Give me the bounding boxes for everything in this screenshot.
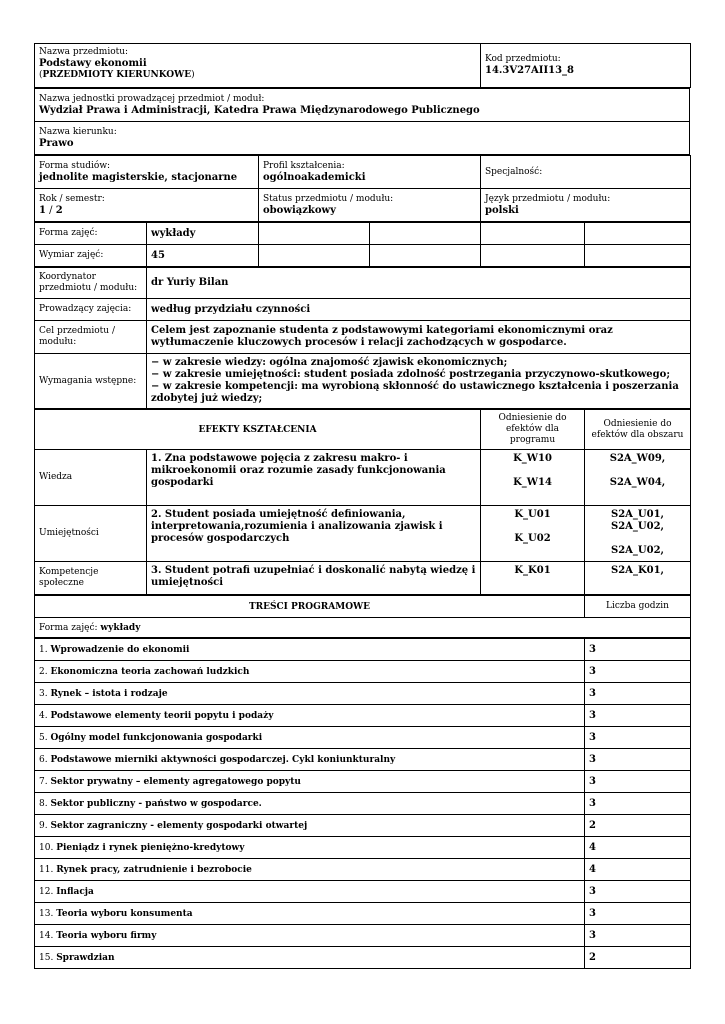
unit-cell (35, 89, 690, 122)
language-cell (481, 189, 691, 222)
topic-title: Teoria wyboru konsumenta (56, 908, 193, 919)
topic-title: Sektor zagraniczny - elementy gospodarki otwartej (50, 820, 308, 831)
topic-hours: 3 (585, 727, 691, 749)
outcome-area-refs: S2A_U01, S2A_U02, S2A_U02, (585, 506, 691, 562)
topic-hours: 4 (585, 837, 691, 859)
language-label: Język przedmiotu / modułu: (485, 193, 611, 204)
topic-row (35, 793, 691, 815)
topic-hours: 3 (585, 661, 691, 683)
topic-row (35, 947, 691, 969)
topic-title: Rynek – istota i rodzaje (50, 688, 168, 699)
study-form-label: Forma studiów: (39, 160, 111, 171)
topic-number: 15. (39, 952, 57, 963)
status-value: obowiązkowy (263, 204, 336, 216)
specialty-label: Specjalność: (485, 166, 543, 177)
unit-table (34, 88, 690, 155)
topic-number: 10. (39, 842, 57, 853)
topic-row (35, 727, 691, 749)
teacher-value: według przydziału czynności (147, 299, 691, 321)
topic-hours: 3 (585, 771, 691, 793)
content-table (34, 595, 691, 638)
topic-row (35, 683, 691, 705)
topic-title-cell (35, 859, 585, 881)
class-hours-label: Wymiar zajęć: (35, 245, 147, 267)
hours-header: Liczba godzin (585, 596, 691, 618)
topic-number: 1. (39, 644, 51, 655)
specialty-cell (481, 156, 691, 189)
outcomes-header: EFEKTY KSZTAŁCENIA (35, 410, 481, 450)
topic-number: 13. (39, 908, 57, 919)
class-hours-empty-4 (585, 245, 691, 267)
topic-hours: 3 (585, 925, 691, 947)
topic-title-cell (35, 727, 585, 749)
info-table (34, 267, 691, 409)
year-semester-label: Rok / semestr: (39, 193, 105, 204)
topic-number: 11. (39, 864, 57, 875)
outcome-area-refs: S2A_K01, (585, 562, 691, 595)
topic-title-cell (35, 947, 585, 969)
language-value: polski (485, 204, 519, 216)
topic-title-cell (35, 903, 585, 925)
study-form-cell (35, 156, 259, 189)
topic-title-cell (35, 837, 585, 859)
topic-title: Sprawdzian (56, 952, 115, 963)
teacher-label: Prowadzący zajęcia: (35, 299, 147, 321)
requirement-line: − w zakresie wiedzy: ogólna znajomość zjawisk ekonomicznych; (151, 357, 508, 368)
topic-hours: 3 (585, 749, 691, 771)
topic-hours: 2 (585, 947, 691, 969)
outcome-category: Umiejętności (35, 506, 147, 562)
topic-hours: 3 (585, 683, 691, 705)
class-hours-empty-3 (481, 245, 585, 267)
outcomes-table (34, 409, 691, 595)
course-group-value: PRZEDMIOTY KIERUNKOWE (42, 70, 192, 80)
class-form-empty-1 (259, 223, 370, 245)
topic-title: Teoria wyboru firmy (56, 930, 157, 941)
topic-title-cell (35, 815, 585, 837)
topic-title-cell (35, 749, 585, 771)
topic-title: Inflacja (56, 886, 94, 897)
topic-hours: 3 (585, 705, 691, 727)
outcome-program-refs: K_W10 K_W14 (481, 450, 585, 506)
topics-table (34, 638, 691, 969)
outcome-category: Kompetencje społeczne (35, 562, 147, 595)
topic-row (35, 903, 691, 925)
topic-row (35, 771, 691, 793)
topic-title: Podstawowe mierniki aktywności gospodarczej. Cykl koniunkturalny (50, 754, 396, 765)
field-label: Nazwa kierunku: (39, 126, 117, 137)
program-ref-header: Odniesienie do efektów dla programu (481, 410, 585, 450)
topic-title: Wprowadzenie do ekonomii (50, 644, 190, 655)
class-hours-empty-1 (259, 245, 370, 267)
outcome-area-refs: S2A_W09, S2A_W04, (585, 450, 691, 506)
class-hours-value: 45 (147, 245, 259, 267)
topic-title: Sektor prywatny – elementy agregatowego popytu (50, 776, 301, 787)
course-name-label: Nazwa przedmiotu: (39, 47, 129, 57)
topic-title-cell (35, 881, 585, 903)
outcome-text: 3. Student potrafi uzupełniać i doskonalić nabytą wiedzę i umiejętności (147, 562, 481, 595)
content-form: Forma zajęć: wykłady (35, 618, 691, 638)
course-name-cell (35, 44, 481, 88)
topic-title: Podstawowe elementy teorii popytu i podaży (50, 710, 274, 721)
course-code-value: 14.3V27AII13_8 (485, 65, 575, 76)
header-table (34, 43, 691, 88)
topic-hours: 4 (585, 859, 691, 881)
requirements-value (147, 354, 691, 409)
goal-value: Celem jest zapoznanie studenta z podstawowymi kategoriami ekonomicznymi oraz wytłumaczenie kluczowych procesów i relacji zachodzących w gospodarce. (147, 321, 691, 354)
topic-hours: 3 (585, 881, 691, 903)
course-code-cell (481, 44, 691, 88)
outcome-program-refs: K_K01 (481, 562, 585, 595)
class-hours-empty-2 (370, 245, 481, 267)
coordinator-value: dr Yuriy Bilan (147, 268, 691, 299)
topic-title: Ekonomiczna teoria zachowań ludzkich (50, 666, 250, 677)
coordinator-label: Koordynator przedmiotu / modułu: (35, 268, 147, 299)
topic-hours: 3 (585, 639, 691, 661)
topic-number: 2. (39, 666, 51, 677)
topic-title-cell (35, 925, 585, 947)
topic-number: 12. (39, 886, 57, 897)
topic-number: 5. (39, 732, 51, 743)
area-ref-header: Odniesienie do efektów dla obszaru (585, 410, 691, 450)
topic-number: 7. (39, 776, 51, 787)
topic-number: 14. (39, 930, 57, 941)
classes-table (34, 222, 691, 267)
profile-value: ogólnoakademicki (263, 171, 366, 183)
topic-title: Rynek pracy, zatrudnienie i bezrobocie (56, 864, 252, 875)
content-header: TREŚCI PROGRAMOWE (35, 596, 585, 618)
course-name-value: Podstawy ekonomii (39, 58, 147, 69)
class-form-empty-2 (370, 223, 481, 245)
topic-title: Ogólny model funkcjonowania gospodarki (50, 732, 263, 743)
profile-label: Profil kształcenia: (263, 160, 345, 171)
topic-row (35, 925, 691, 947)
profile-cell (259, 156, 481, 189)
requirement-line: − w zakresie kompetencji: ma wyrobioną skłonność do ustawicznego kształcenia i poszerzania zdobytej już wiedzy; (151, 381, 679, 404)
goal-label: Cel przedmiotu / modułu: (35, 321, 147, 354)
topic-number: 8. (39, 798, 51, 809)
outcome-text: 1. Zna podstawowe pojęcia z zakresu makro- i mikroekonomii oraz rozumie zasady funkcjonowania gospodarki (147, 450, 481, 506)
course-group: (PRZEDMIOTY KIERUNKOWE) (39, 70, 195, 80)
course-code-label: Kod przedmiotu: (485, 54, 561, 64)
study-table (34, 155, 691, 222)
topic-title-cell (35, 639, 585, 661)
outcome-program-refs: K_U01 K_U02 (481, 506, 585, 562)
year-semester-value: 1 / 2 (39, 204, 63, 216)
outcome-text: 2. Student posiada umiejętność definiowania, interpretowania,rozumienia i analizowania zjawisk i procesów gospodarczych (147, 506, 481, 562)
topic-hours: 3 (585, 793, 691, 815)
outcome-category: Wiedza (35, 450, 147, 506)
topic-row (35, 661, 691, 683)
class-form-label: Forma zajęć: (35, 223, 147, 245)
topic-title-cell (35, 793, 585, 815)
topic-row (35, 749, 691, 771)
topic-title-cell (35, 683, 585, 705)
class-form-value: wykłady (147, 223, 259, 245)
unit-value: Wydział Prawa i Administracji, Katedra Prawa Międzynarodowego Publicznego (39, 104, 480, 116)
topic-number: 6. (39, 754, 51, 765)
topic-row (35, 705, 691, 727)
topic-title-cell (35, 771, 585, 793)
field-cell (35, 122, 690, 155)
status-label: Status przedmiotu / modułu: (263, 193, 394, 204)
topic-number: 4. (39, 710, 51, 721)
topic-row (35, 881, 691, 903)
topic-title: Sektor publiczny - państwo w gospodarce. (50, 798, 262, 809)
topic-row (35, 859, 691, 881)
requirements-label: Wymagania wstępne: (35, 354, 147, 409)
syllabus-sheet (34, 43, 690, 969)
topic-row (35, 815, 691, 837)
topic-row (35, 639, 691, 661)
topic-title-cell (35, 705, 585, 727)
topic-title: Pieniądz i rynek pieniężno-kredytowy (56, 842, 245, 853)
year-semester-cell (35, 189, 259, 222)
status-cell (259, 189, 481, 222)
topic-hours: 2 (585, 815, 691, 837)
unit-label: Nazwa jednostki prowadzącej przedmiot / moduł: (39, 93, 265, 104)
topic-row (35, 837, 691, 859)
class-form-empty-3 (481, 223, 585, 245)
topic-number: 3. (39, 688, 51, 699)
requirement-line: − w zakresie umiejętności: student posiada zdolność postrzegania przyczynowo-skutkowego; (151, 369, 671, 380)
field-value: Prawo (39, 137, 74, 149)
topic-hours: 3 (585, 903, 691, 925)
topic-title-cell (35, 661, 585, 683)
topic-number: 9. (39, 820, 51, 831)
study-form-value: jednolite magisterskie, stacjonarne (39, 171, 238, 183)
class-form-empty-4 (585, 223, 691, 245)
